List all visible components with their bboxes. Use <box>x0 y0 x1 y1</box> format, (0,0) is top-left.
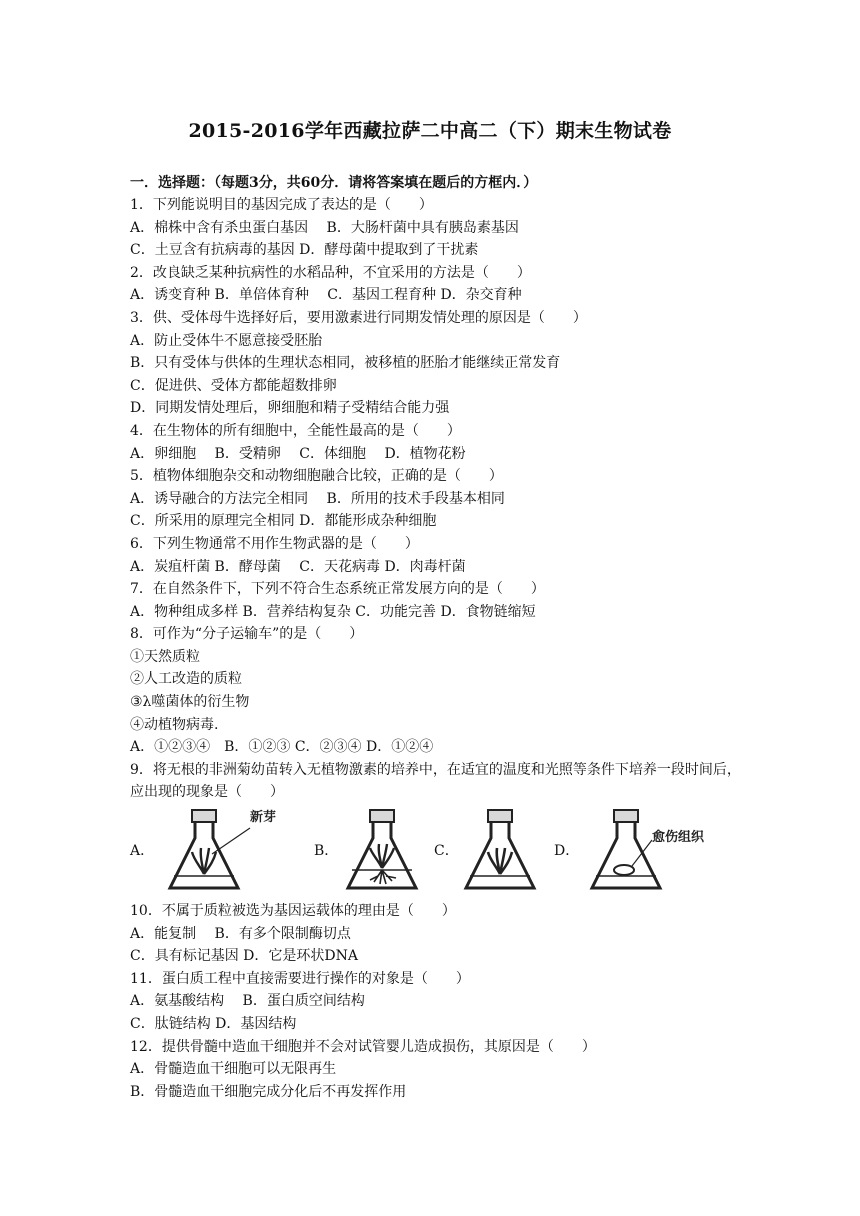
question-line: A．防止受体牛不愿意接受胚胎 <box>130 332 323 349</box>
question-line: 10．不属于质粒被选为基因运载体的理由是（ ） <box>130 903 456 920</box>
flask-b-icon <box>332 808 432 892</box>
q9-option-a-label: A． <box>130 843 155 860</box>
question-line: ③λ噬菌体的衍生物 <box>130 694 250 711</box>
question-line: D．同期发情处理后，卵细胞和精子受精结合能力强 <box>130 400 450 417</box>
question-line: 6．下列生物通常不用作生物武器的是（ ） <box>130 535 419 552</box>
question-line: 11．蛋白质工程中直接需要进行操作的对象是（ ） <box>130 970 470 987</box>
q9-flask-c <box>450 808 550 892</box>
question-9-figure-options <box>130 806 750 898</box>
question-line: 12．提供骨髓中造血干细胞并不会对试管婴儿造成损伤，其原因是（ ） <box>130 1038 596 1055</box>
question-line: C．土豆含有抗病毒的基因 D．酵母菌中提取到了干扰素 <box>130 242 479 259</box>
question-line: 7．在自然条件下，下列不符合生态系统正常发展方向的是（ ） <box>130 581 545 598</box>
question-line: 1．下列能说明目的基因完成了表达的是（ ） <box>130 197 433 213</box>
exam-title: 2015-2016学年西藏拉萨二中高二（下）期末生物试卷 <box>188 120 672 142</box>
q9-tag-callus: 愈伤组织 <box>652 830 705 846</box>
question-9-stem: 9．将无根的非洲菊幼苗转入无植物激素的培养中，在适宜的温度和光照等条件下培养一段时间后，应出现的现象是（ ） <box>130 761 741 801</box>
question-line: C．所采用的原理完全相同 D．都能形成杂种细胞 <box>130 513 437 530</box>
q9-tag-new-bud: 新芽 <box>250 810 277 826</box>
question-line: A．诱变育种 B．单倍体育种 C．基因工程育种 D．杂交育种 <box>130 287 522 304</box>
q9-flask-d <box>576 808 726 892</box>
q9-option-d-label: D． <box>554 843 580 860</box>
question-line: 8．可作为“分子运输车”的是（ ） <box>130 626 364 643</box>
question-line: ①天然质粒 <box>130 648 200 665</box>
questions-10-12 <box>130 900 750 1103</box>
question-line: A．棉株中含有杀虫蛋白基因 B．大肠杆菌中具有胰岛素基因 <box>130 219 519 236</box>
exam-content <box>130 172 750 1103</box>
q9-flask-b <box>332 808 432 892</box>
question-line: A．能复制 B．有多个限制酶切点 <box>130 925 351 942</box>
flask-d-icon <box>576 808 726 892</box>
section-header: 一．选择题：（每题3分，共60分．请将答案填在题后的方框内．） <box>130 175 538 191</box>
question-line: A．骨髓造血干细胞可以无限再生 <box>130 1061 337 1078</box>
question-line: A．诱导融合的方法完全相同 B．所用的技术手段基本相同 <box>130 490 505 507</box>
question-line: C．具有标记基因 D．它是环状DNA <box>130 948 358 965</box>
question-line: A．卵细胞 B．受精卵 C．体细胞 D．植物花粉 <box>130 445 466 462</box>
q9-option-b-label: B． <box>314 843 339 860</box>
question-line: A．氨基酸结构 B．蛋白质空间结构 <box>130 993 365 1010</box>
question-line: 2．改良缺乏某种抗病性的水稻品种，不宜采用的方法是（ ） <box>130 264 531 281</box>
flask-c-icon <box>450 808 550 892</box>
q9-option-c-label: C． <box>434 843 459 860</box>
questions-1-8 <box>130 194 750 759</box>
question-line: A．①②③④ B．①②③ C．②③④ D．①②④ <box>130 739 434 756</box>
question-line: ④动植物病毒. <box>130 716 219 733</box>
question-line: 5．植物体细胞杂交和动物细胞融合比较，正确的是（ ） <box>130 468 503 485</box>
question-line: C．促进供、受体方都能超数排卵 <box>130 377 337 394</box>
question-line: B．骨髓造血干细胞完成分化后不再发挥作用 <box>130 1083 407 1100</box>
question-line: B．只有受体与供体的生理状态相同，被移植的胚胎才能继续正常发育 <box>130 355 561 372</box>
question-line: A．物种组成多样 B．营养结构复杂 C．功能完善 D．食物链缩短 <box>130 603 536 620</box>
question-line: 4．在生物体的所有细胞中，全能性最高的是（ ） <box>130 422 461 439</box>
question-line: ②人工改造的质粒 <box>130 671 242 688</box>
question-line: C．肽链结构 D．基因结构 <box>130 1016 297 1032</box>
question-line: A．炭疽杆菌 B．酵母菌 C．天花病毒 D．肉毒杆菌 <box>130 558 466 575</box>
question-line: 3．供、受体母牛选择好后，要用激素进行同期发情处理的原因是（ ） <box>130 309 587 326</box>
